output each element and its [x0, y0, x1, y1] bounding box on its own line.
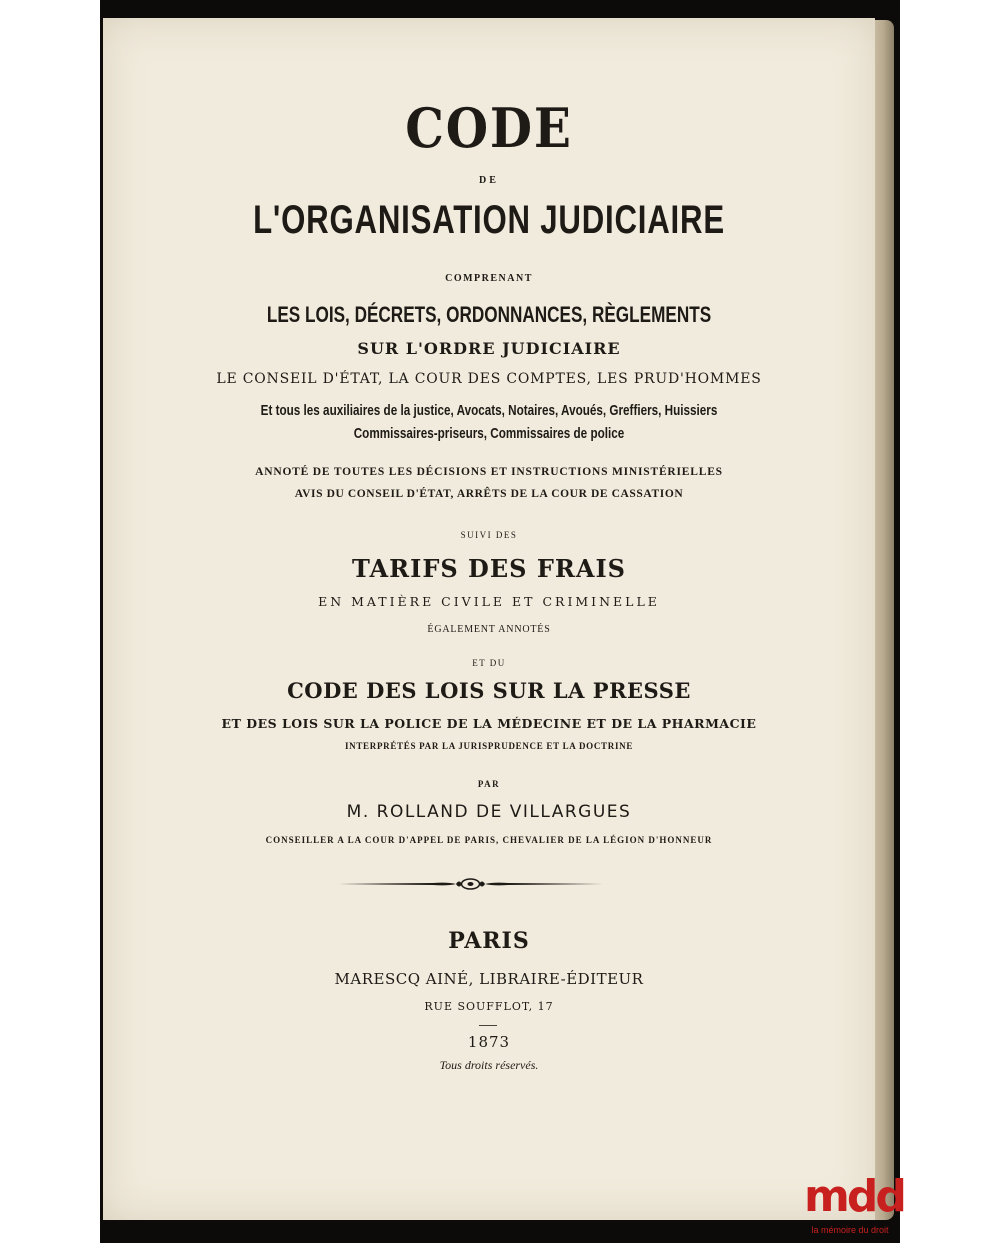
publisher-address: RUE SOUFFLOT, 17 [424, 1000, 554, 1013]
mdd-logo [800, 1171, 904, 1243]
contents-line-4: Et tous les auxiliaires de la justice, Avocats, Notaires, Avoués, Greffiers, Huissiers [260, 402, 718, 419]
contents-line-1: LES LOIS, DÉCRETS, ORDONNANCES, RÈGLEMENTS [266, 302, 712, 327]
logo-tagline: la mémoire du droit [811, 1225, 889, 1235]
ornament-rule [338, 874, 603, 894]
et-du-label: ET DU [472, 658, 506, 668]
contents-line-3: LE CONSEIL D'ÉTAT, LA COUR DES COMPTES, LES PRUD'HOMMES [216, 371, 762, 387]
contents-line-5: Commissaires-priseurs, Commissaires de police [353, 425, 625, 442]
publication-city: PARIS [448, 928, 530, 954]
tarifs-title: TARIFS DES FRAIS [351, 554, 627, 583]
egalement-label: ÉGALEMENT ANNOTÉS [427, 624, 551, 635]
suivi-label: SUIVI DES [460, 530, 518, 540]
rights-notice: Tous droits réservés. [439, 1058, 539, 1072]
title-page [103, 18, 875, 1220]
book-title: CODE [405, 96, 573, 160]
press-code-subtitle: ET DES LOIS SUR LA POLICE DE LA MÉDECINE ET DE LA PHARMACIE [221, 716, 757, 731]
tarifs-subtitle: EN MATIÈRE CIVILE ET CRIMINELLE [318, 594, 660, 609]
annotation-line-1: ANNOTÉ DE TOUTES LES DÉCISIONS ET INSTRUCTIONS MINISTÉRIELLES [255, 466, 723, 478]
interpretes-label: INTERPRÉTÉS PAR LA JURISPRUDENCE ET LA DOCTRINE [344, 741, 634, 751]
press-code-title: CODE DES LOIS SUR LA PRESSE [287, 678, 691, 703]
year-dash [479, 1025, 497, 1026]
par-label: PAR [477, 779, 501, 789]
annotation-line-2: AVIS DU CONSEIL D'ÉTAT, ARRÊTS DE LA COUR DE CASSATION [294, 488, 684, 500]
book-subject: L'ORGANISATION JUDICIAIRE [253, 198, 725, 242]
comprenant-label: COMPRENANT [445, 273, 533, 284]
publisher-name: MARESCQ AINÉ, LIBRAIRE-ÉDITEUR [334, 970, 644, 988]
contents-line-2: SUR L'ORDRE JUDICIAIRE [357, 339, 621, 358]
publication-year: 1873 [467, 1033, 511, 1051]
logo-text: mdd [804, 1171, 904, 1222]
author-name: M. ROLLAND DE VILLARGUES [346, 802, 632, 822]
author-description: CONSEILLER A LA COUR D'APPEL DE PARIS, CHEVALIER DE LA LÉGION D'HONNEUR [265, 835, 713, 845]
title-connector: DE [479, 175, 499, 186]
